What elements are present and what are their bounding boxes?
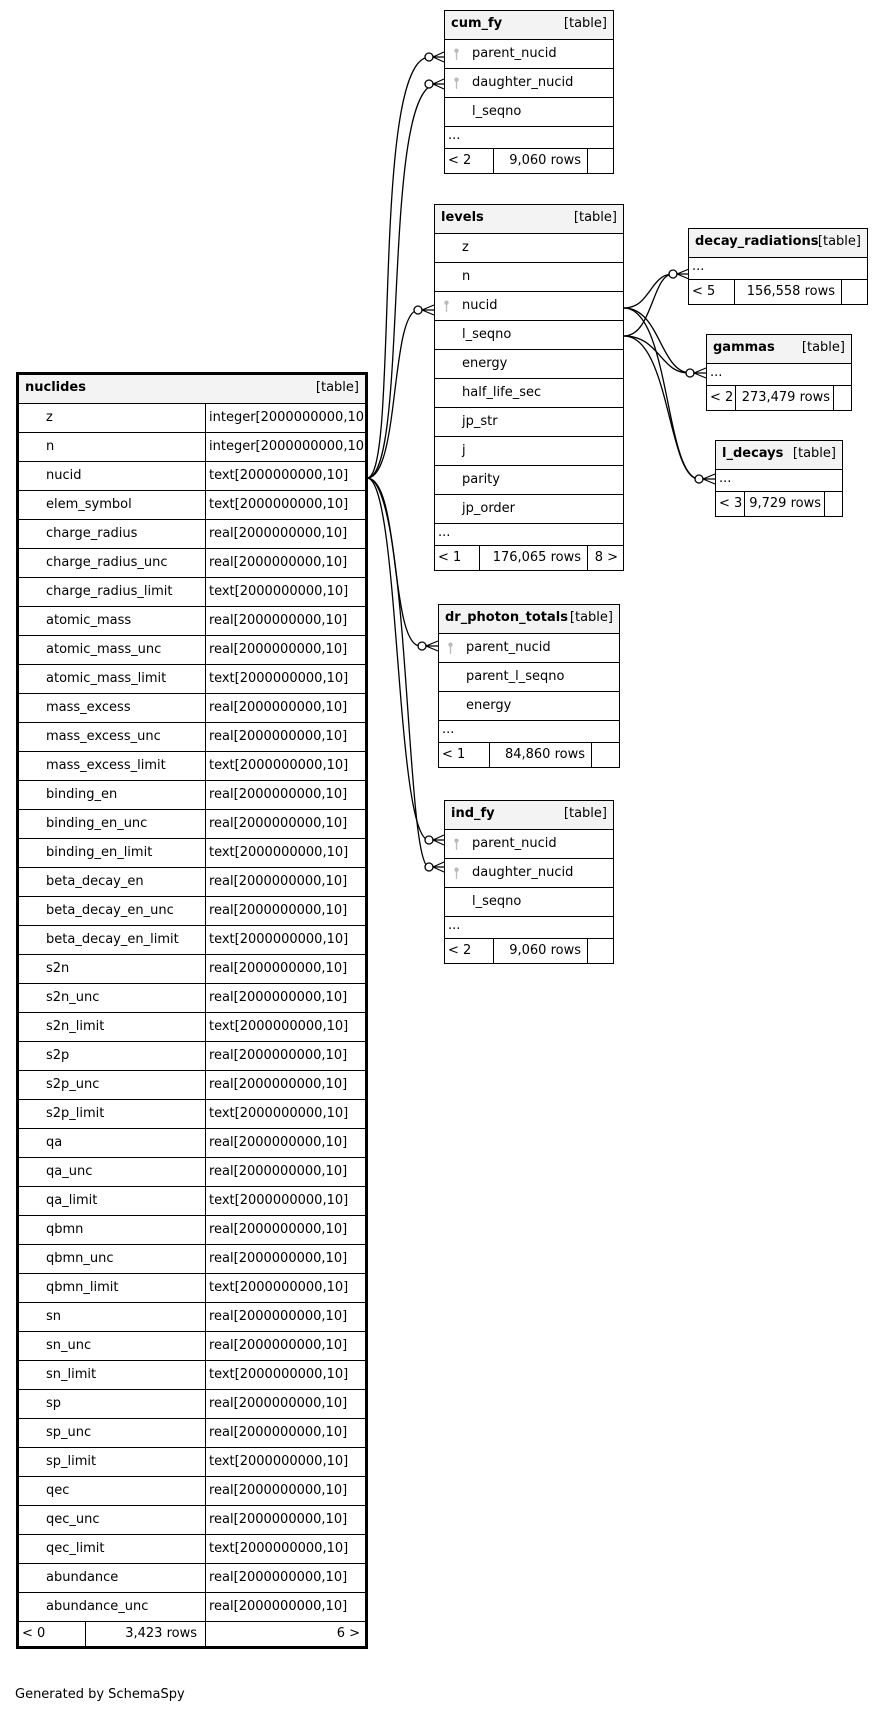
column-row[interactable] [19,694,365,723]
column-type: text[2000000000,10] [205,1187,365,1215]
column-type: text[2000000000,10] [205,462,365,490]
generated-by-label: Generated by SchemaSpy [15,1687,185,1702]
column-name: abundance [46,1570,119,1585]
column-row[interactable] [435,350,623,379]
column-type: text[2000000000,10] [205,1361,365,1389]
column-row[interactable] [19,1332,365,1361]
column-type: real[2000000000,10] [205,723,365,751]
table-header [689,229,867,258]
column-name: energy [462,356,508,371]
column-name: sn_unc [46,1338,92,1353]
parents-count: < 2 [710,390,734,405]
table-type: [table] [801,340,845,355]
table-footer [435,546,623,570]
column-name: energy [466,698,512,713]
column-row[interactable] [19,1245,365,1274]
column-name: atomic_mass [46,613,132,628]
more-columns-ellipsis: ... [689,258,867,280]
column-name: atomic_mass_limit [46,671,167,686]
column-name: n [462,269,471,284]
children-count [591,743,619,767]
column-row[interactable] [19,926,365,955]
column-list [439,634,619,721]
table-header [439,605,619,634]
column-row[interactable] [19,1187,365,1216]
table-header [716,441,842,470]
column-name: qbmn_unc [46,1251,114,1266]
column-name: s2n [46,961,70,976]
row-count: 273,479 rows [735,386,833,410]
column-name: s2n_unc [46,990,100,1005]
column-type: text[2000000000,10] [205,752,365,780]
column-row[interactable] [19,1274,365,1303]
table-type: [table] [563,16,607,31]
table-header [445,801,613,830]
more-columns-ellipsis: ... [445,917,613,939]
column-row[interactable] [19,1013,365,1042]
column-type: real[2000000000,10] [205,1506,365,1534]
parents-count: < 5 [692,284,716,299]
table-dr_photon_totals[interactable] [438,604,620,768]
column-type: real[2000000000,10] [205,1303,365,1331]
column-type: real[2000000000,10] [205,694,365,722]
column-name: qa_limit [46,1193,98,1208]
column-row[interactable] [439,663,619,692]
column-row[interactable] [445,888,613,917]
column-row[interactable] [445,859,613,888]
table-footer [445,939,613,963]
column-type: real[2000000000,10] [205,810,365,838]
children-count: 8 > [587,546,623,570]
table-name: cum_fy [451,16,503,31]
children-count [833,386,851,410]
table-type: [table] [569,610,613,625]
column-name: s2n_limit [46,1019,105,1034]
column-name: charge_radius_unc [46,555,168,570]
column-row[interactable] [19,1100,365,1129]
column-row[interactable] [19,868,365,897]
column-type: real[2000000000,10] [205,1158,365,1186]
column-name: half_life_sec [462,385,542,400]
column-row[interactable] [435,495,623,524]
column-type: text[2000000000,10] [205,578,365,606]
column-row[interactable] [19,1419,365,1448]
column-name: s2p_limit [46,1106,105,1121]
more-columns-ellipsis: ... [435,524,623,546]
foreign-key-icon [454,866,459,880]
more-columns-ellipsis: ... [707,364,851,386]
table-header [445,11,613,40]
column-type: real[2000000000,10] [205,549,365,577]
column-name: nucid [46,468,82,483]
foreign-key-icon [444,299,449,313]
column-name: qec_limit [46,1541,105,1556]
column-row[interactable] [19,1506,365,1535]
edge-levels-decay_radiations-b [624,274,672,336]
table-type: [table] [573,210,617,225]
column-name: qa_unc [46,1164,93,1179]
column-row[interactable] [435,379,623,408]
table-name: ind_fy [451,806,495,821]
row-count: 9,060 rows [493,939,587,963]
column-type: real[2000000000,10] [205,1042,365,1070]
column-row[interactable] [435,292,623,321]
column-row[interactable] [435,466,623,495]
column-type: real[2000000000,10] [205,1593,365,1621]
column-type: text[2000000000,10] [205,665,365,693]
table-name: dr_photon_totals [445,610,568,625]
column-row[interactable] [19,578,365,607]
column-type: real[2000000000,10] [205,1477,365,1505]
parents-count: < 3 [719,496,743,511]
children-count: 6 > [205,1622,365,1646]
column-type: text[2000000000,10] [205,1013,365,1041]
column-row[interactable] [19,1448,365,1477]
column-name: parent_l_seqno [466,669,565,684]
column-type: real[2000000000,10] [205,607,365,635]
table-name: nuclides [25,380,86,395]
column-list [435,234,623,524]
column-row[interactable] [19,433,370,462]
column-name: binding_en_limit [46,845,153,860]
table-name: decay_radiations [695,234,819,249]
column-type: text[2000000000,10] [205,839,365,867]
column-type: real[2000000000,10] [205,520,365,548]
table-name: gammas [713,340,775,355]
foreign-key-icon [454,76,459,90]
column-name: elem_symbol [46,497,132,512]
table-levels[interactable] [434,204,624,571]
parents-count: < 2 [448,943,472,958]
column-row[interactable] [435,263,623,292]
column-row[interactable] [19,781,365,810]
column-row[interactable] [445,69,613,98]
row-count: 156,558 rows [734,280,841,304]
column-type: real[2000000000,10] [205,955,365,983]
column-row[interactable] [19,839,365,868]
edge-levels-gammas-a [624,308,690,373]
column-name: jp_order [462,501,516,516]
column-type: real[2000000000,10] [205,1332,365,1360]
column-name: qec_unc [46,1512,100,1527]
table-footer [445,149,613,173]
column-type: text[2000000000,10] [205,1274,365,1302]
parents-count: < 1 [438,550,462,565]
edge-nuclides-cum_fy-daughter [367,84,436,478]
table-name: l_decays [722,446,784,461]
column-name: beta_decay_en [46,874,144,889]
column-type: real[2000000000,10] [205,1419,365,1447]
column-row[interactable] [19,810,365,839]
column-name: l_seqno [472,894,522,909]
table-name: levels [441,210,484,225]
children-count [841,280,867,304]
column-name: sp_limit [46,1454,97,1469]
edge-nuclides-ind_fy-parent [367,478,429,840]
column-row[interactable] [19,1361,365,1390]
column-row[interactable] [19,607,365,636]
table-type: [table] [315,380,359,395]
children-count [587,149,613,173]
column-type: real[2000000000,10] [205,1071,365,1099]
column-row[interactable] [19,752,365,781]
column-name: n [46,439,55,454]
column-name: z [46,410,53,425]
column-name: sp_unc [46,1425,92,1440]
column-name: qec [46,1483,70,1498]
column-name: qbmn [46,1222,84,1237]
column-row[interactable] [19,520,365,549]
table-ind_fy[interactable] [444,800,614,964]
column-row[interactable] [19,1071,365,1100]
more-columns-ellipsis: ... [445,127,613,149]
column-list [445,40,613,127]
column-type: text[2000000000,10] [205,1535,365,1563]
column-type: real[2000000000,10] [205,868,365,896]
table-footer [707,386,851,410]
edge-nuclides-dr_photon_totals [367,478,420,646]
column-name: sn_limit [46,1367,97,1382]
column-name: qa [46,1135,63,1150]
table-cum_fy[interactable] [444,10,614,174]
column-name: charge_radius_limit [46,584,173,599]
column-name: jp_str [462,414,498,429]
column-row[interactable] [435,321,623,350]
column-row[interactable] [19,1535,365,1564]
column-name: sn [46,1309,62,1324]
column-name: s2p_unc [46,1077,100,1092]
more-columns-ellipsis: ... [439,721,619,743]
column-row[interactable] [439,634,619,663]
table-l_decays[interactable] [715,440,843,517]
edge-levels-decay_radiations-a [624,274,672,308]
column-row[interactable] [19,462,365,491]
column-row[interactable] [19,723,365,752]
edge-nuclides-ind_fy-daughter [367,478,429,867]
column-row[interactable] [19,1303,365,1332]
row-count: 84,860 rows [489,743,591,767]
column-type: text[2000000000,10] [205,1100,365,1128]
column-name: sp [46,1396,62,1411]
column-type: real[2000000000,10] [205,1564,365,1592]
foreign-key-icon [454,47,459,61]
table-footer [19,1622,365,1646]
column-type: real[2000000000,10] [205,1390,365,1418]
column-name: daughter_nucid [472,75,574,90]
table-decay_radiations[interactable] [688,228,868,305]
column-row[interactable] [435,437,623,466]
column-name: beta_decay_en_limit [46,932,179,947]
column-row[interactable] [19,1477,365,1506]
column-row[interactable] [19,1593,365,1622]
parents-count: < 0 [22,1626,46,1641]
more-columns-ellipsis: ... [716,470,842,492]
column-row[interactable] [19,897,365,926]
column-type: real[2000000000,10] [205,897,365,925]
row-count: 9,060 rows [493,149,587,173]
column-name: binding_en_unc [46,816,148,831]
column-row[interactable] [19,491,365,520]
column-name: parent_nucid [472,836,557,851]
column-name: j [462,443,466,458]
column-type: integer[2000000000,10] [205,404,365,432]
column-row[interactable] [435,234,623,263]
table-type: [table] [563,806,607,821]
column-row[interactable] [19,404,370,433]
table-type: [table] [817,234,861,249]
column-row[interactable] [19,1390,365,1419]
edge-nuclides-levels [367,310,418,478]
column-row[interactable] [19,549,365,578]
column-name: parent_nucid [466,640,551,655]
column-list [19,404,370,1622]
column-type: text[2000000000,10] [205,926,365,954]
column-row[interactable] [19,1042,365,1071]
table-header [435,205,623,234]
column-row[interactable] [19,984,365,1013]
column-name: atomic_mass_unc [46,642,162,657]
table-footer [716,492,842,516]
table-footer [439,743,619,767]
column-name: parent_nucid [472,46,557,61]
row-count: 176,065 rows [479,546,587,570]
column-type: real[2000000000,10] [205,1245,365,1273]
edge-levels-l_decays-a [624,308,699,479]
column-name: mass_excess_limit [46,758,166,773]
table-footer [689,280,867,304]
column-name: daughter_nucid [472,865,574,880]
column-type: real[2000000000,10] [205,781,365,809]
parents-count: < 1 [442,747,466,762]
column-type: text[2000000000,10] [205,491,365,519]
column-row[interactable] [435,408,623,437]
column-name: qbmn_limit [46,1280,119,1295]
column-type: integer[2000000000,10] [205,433,365,461]
column-row[interactable] [19,1158,365,1187]
column-type: real[2000000000,10] [205,636,365,664]
column-row[interactable] [19,1216,365,1245]
column-row[interactable] [19,1129,365,1158]
column-row[interactable] [19,665,365,694]
column-name: beta_decay_en_unc [46,903,174,918]
column-row[interactable] [19,1564,365,1593]
column-type: real[2000000000,10] [205,984,365,1012]
column-row[interactable] [19,636,365,665]
column-row[interactable] [439,692,619,721]
column-type: real[2000000000,10] [205,1216,365,1244]
column-type: text[2000000000,10] [205,1448,365,1476]
column-name: s2p [46,1048,70,1063]
children-count [824,492,842,516]
column-name: l_seqno [472,104,522,119]
column-row[interactable] [445,98,613,127]
column-name: abundance_unc [46,1599,149,1614]
table-type: [table] [792,446,836,461]
column-row[interactable] [445,830,613,859]
column-name: charge_radius [46,526,138,541]
column-type: real[2000000000,10] [205,1129,365,1157]
column-row[interactable] [19,955,365,984]
column-name: binding_en [46,787,118,802]
children-count [587,939,613,963]
row-count: 9,729 rows [744,492,824,516]
table-gammas[interactable] [706,334,852,411]
column-name: z [462,240,469,255]
table-header [19,375,365,404]
column-name: nucid [462,298,498,313]
column-name: l_seqno [462,327,512,342]
row-count: 3,423 rows [85,1622,201,1646]
column-list [445,830,613,917]
table-header [707,335,851,364]
column-name: parity [462,472,500,487]
column-name: mass_excess_unc [46,729,161,744]
foreign-key-icon [448,641,453,655]
parents-count: < 2 [448,153,472,168]
column-name: mass_excess [46,700,131,715]
column-row[interactable] [445,40,613,69]
table-nuclides[interactable] [16,372,368,1649]
foreign-key-icon [454,837,459,851]
